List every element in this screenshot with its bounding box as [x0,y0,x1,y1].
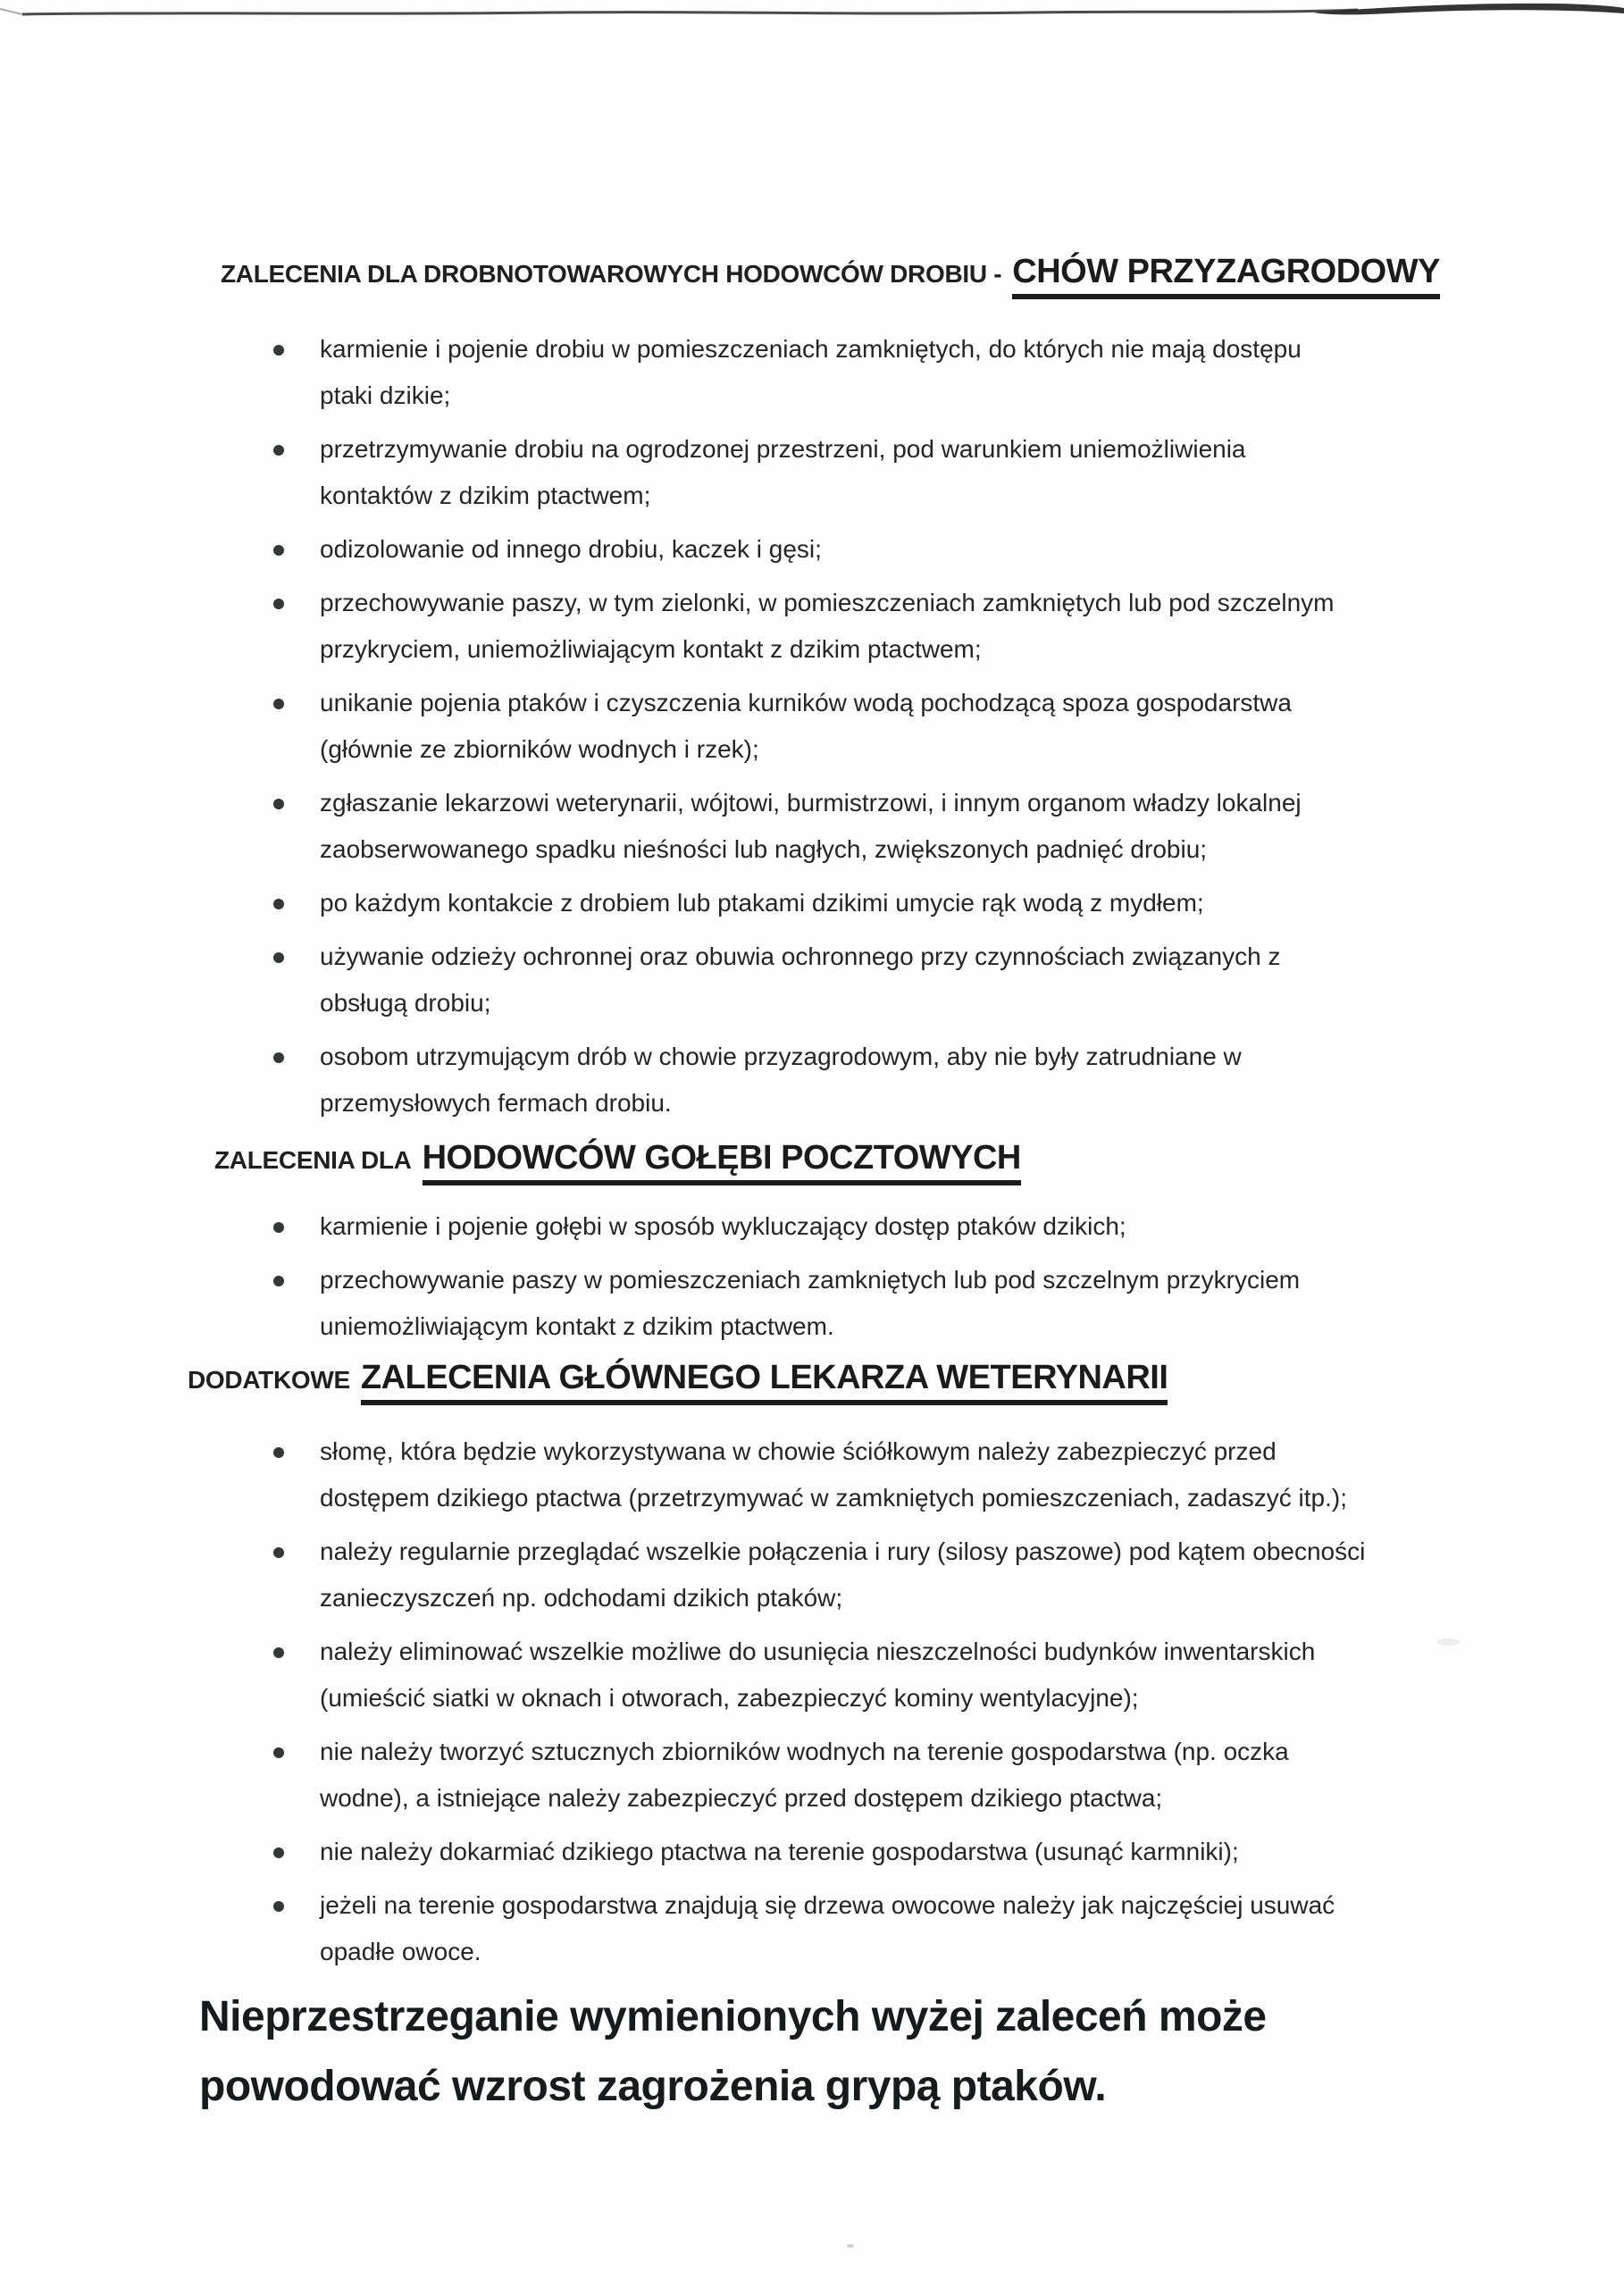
scan-line-artifact [0,0,1624,30]
bullet-line: słomę, która będzie wykorzystywana w chowie ściółkowym należy zabezpieczyć przed [320,1437,1277,1465]
bullet-line: nie należy tworzyć sztucznych zbiorników wodnych na terenie gospodarstwa (np. oczka [320,1738,1289,1765]
list-item [0,1882,1624,1975]
list-item [0,1257,1624,1350]
heading-prefix: ZALECENIA DLA DROBNOTOWAROWYCH HODOWCÓW DROBIU - [221,260,1002,288]
bullet-list-chow-przyzagrodowy [0,326,1624,1127]
list-item [0,1829,1624,1875]
bullet-dot-icon [273,699,284,709]
list-item [0,1629,1624,1722]
bullet-line: kontaktów z dzikim ptactwem; [320,482,651,509]
bullet-line: przechowywanie paszy, w tym zielonki, w pomieszczeniach zamkniętych lub pod szczelnym [320,589,1335,616]
bullet-line: (umieścić siatki w oknach i otworach, zabezpieczyć kominy wentylacyjne); [320,1684,1139,1712]
section-heading-zalecenia-glownego-lekarza [188,1359,1624,1405]
list-item [0,326,1624,419]
bullet-dot-icon [273,1847,284,1858]
bullet-line: używanie odzieży ochronnej oraz obuwia ochronnego przy czynnościach związanych z [320,942,1281,970]
closing-statement-line: Nieprzestrzeganie wymienionych wyżej zaleceń może [199,1993,1267,2040]
bullet-line: po każdym kontakcie z drobiem lub ptakami dzikimi umycie rąk wodą z mydłem; [320,889,1204,917]
closing-statement [199,1982,1624,2122]
bullet-line: zanieczyszczeń np. odchodami dzikich ptaków; [320,1584,843,1612]
bullet-dot-icon [273,1052,284,1063]
heading-prefix: DODATKOWE [188,1366,350,1394]
bullet-dot-icon [273,1647,284,1658]
bullet-line: zaobserwowanego spadku nieśności lub nagłych, zwiększonych padnięć drobiu; [320,835,1208,863]
list-item [0,680,1624,773]
list-item [0,880,1624,926]
bullet-dot-icon [273,899,284,909]
bullet-line: opadłe owoce. [320,1938,481,1965]
list-item [0,580,1624,673]
list-item [0,526,1624,573]
bullet-line: karmienie i pojenie drobiu w pomieszczeniach zamkniętych, do których nie mają dostępu [320,335,1302,363]
bullet-dot-icon [273,1901,284,1912]
scan-smudge-artifact [1436,1638,1460,1646]
list-item [0,1203,1624,1250]
bullet-line: jeżeli na terenie gospodarstwa znajdują się drzewa owocowe należy jak najczęściej usuwać [320,1891,1335,1919]
bullet-line: odizolowanie od innego drobiu, kaczek i gęsi; [320,535,822,563]
bullet-dot-icon [273,799,284,809]
bullet-line: dostępem dzikiego ptactwa (przetrzymywać w zamkniętych pomieszczeniach, zadaszyć itp.); [320,1484,1347,1512]
bullet-dot-icon [273,1222,284,1233]
bullet-line: przykryciem, uniemożliwiającym kontakt z dzikim ptactwem; [320,635,982,663]
bullet-dot-icon [273,445,284,456]
bullet-line: osobom utrzymującym drób w chowie przyzagrodowym, aby nie były zatrudniane w [320,1043,1242,1070]
heading-emphasis-underlined: ZALECENIA GŁÓWNEGO LEKARZA WETERYNARII [361,1359,1168,1405]
bullet-dot-icon [273,599,284,609]
list-item [0,780,1624,873]
closing-statement-line: powodować wzrost zagrożenia grypą ptaków. [199,2063,1107,2110]
bullet-line: przemysłowych fermach drobiu. [320,1089,672,1117]
bullet-line: należy regularnie przeglądać wszelkie połączenia i rury (silosy paszowe) pod kątem obecności [320,1537,1366,1565]
bullet-dot-icon [273,1747,284,1758]
bullet-line: unikanie pojenia ptaków i czyszczenia kurników wodą pochodzącą spoza gospodarstwa [320,689,1292,716]
heading-emphasis-underlined: HODOWCÓW GOŁĘBI POCZTOWYCH [423,1139,1021,1185]
bullet-list-hodowcy-golebi [0,1203,1624,1350]
list-item [0,934,1624,1026]
heading-prefix: ZALECENIA DLA [214,1146,412,1174]
bullet-line: zgłaszanie lekarzowi weterynarii, wójtowi, burmistrzowi, i innym organom władzy lokalnej [320,789,1302,817]
bullet-line: wodne), a istniejące należy zabezpieczyć przed dostępem dzikiego ptactwa; [320,1784,1163,1812]
bullet-line: uniemożliwiającym kontakt z dzikim ptactwem. [320,1312,834,1340]
bullet-line: (głównie ze zbiorników wodnych i rzek); [320,735,759,763]
bullet-line: obsługą drobiu; [320,989,491,1017]
bullet-line: przetrzymywanie drobiu na ogrodzonej przestrzeni, pod warunkiem uniemożliwienia [320,435,1246,463]
list-item [0,1428,1624,1521]
bullet-line: karmienie i pojenie gołębi w sposób wykluczający dostęp ptaków dzikich; [320,1212,1126,1240]
bullet-dot-icon [273,1276,284,1286]
list-item [0,426,1624,519]
section-heading-chow-przyzagrodowy [221,253,1624,299]
bullet-line: należy eliminować wszelkie możliwe do usunięcia nieszczelności budynków inwentarskich [320,1638,1316,1665]
bullet-dot-icon [273,1447,284,1458]
bullet-list-zalecenia-glownego-lekarza [0,1428,1624,1975]
bullet-dot-icon [273,952,284,963]
bullet-line: przechowywanie paszy w pomieszczeniach zamkniętych lub pod szczelnym przykryciem [320,1266,1301,1294]
list-item [0,1729,1624,1822]
scan-speck-artifact [847,2244,854,2248]
bullet-line: nie należy dokarmiać dzikiego ptactwa na terenie gospodarstwa (usunąć karmniki); [320,1838,1239,1865]
bullet-dot-icon [273,345,284,356]
list-item [0,1529,1624,1621]
list-item [0,1034,1624,1127]
bullet-line: ptaki dzikie; [320,381,451,409]
bullet-dot-icon [273,545,284,556]
heading-emphasis-underlined: CHÓW PRZYZAGRODOWY [1012,253,1440,299]
bullet-dot-icon [273,1547,284,1558]
section-heading-hodowcy-golebi [214,1139,1624,1185]
